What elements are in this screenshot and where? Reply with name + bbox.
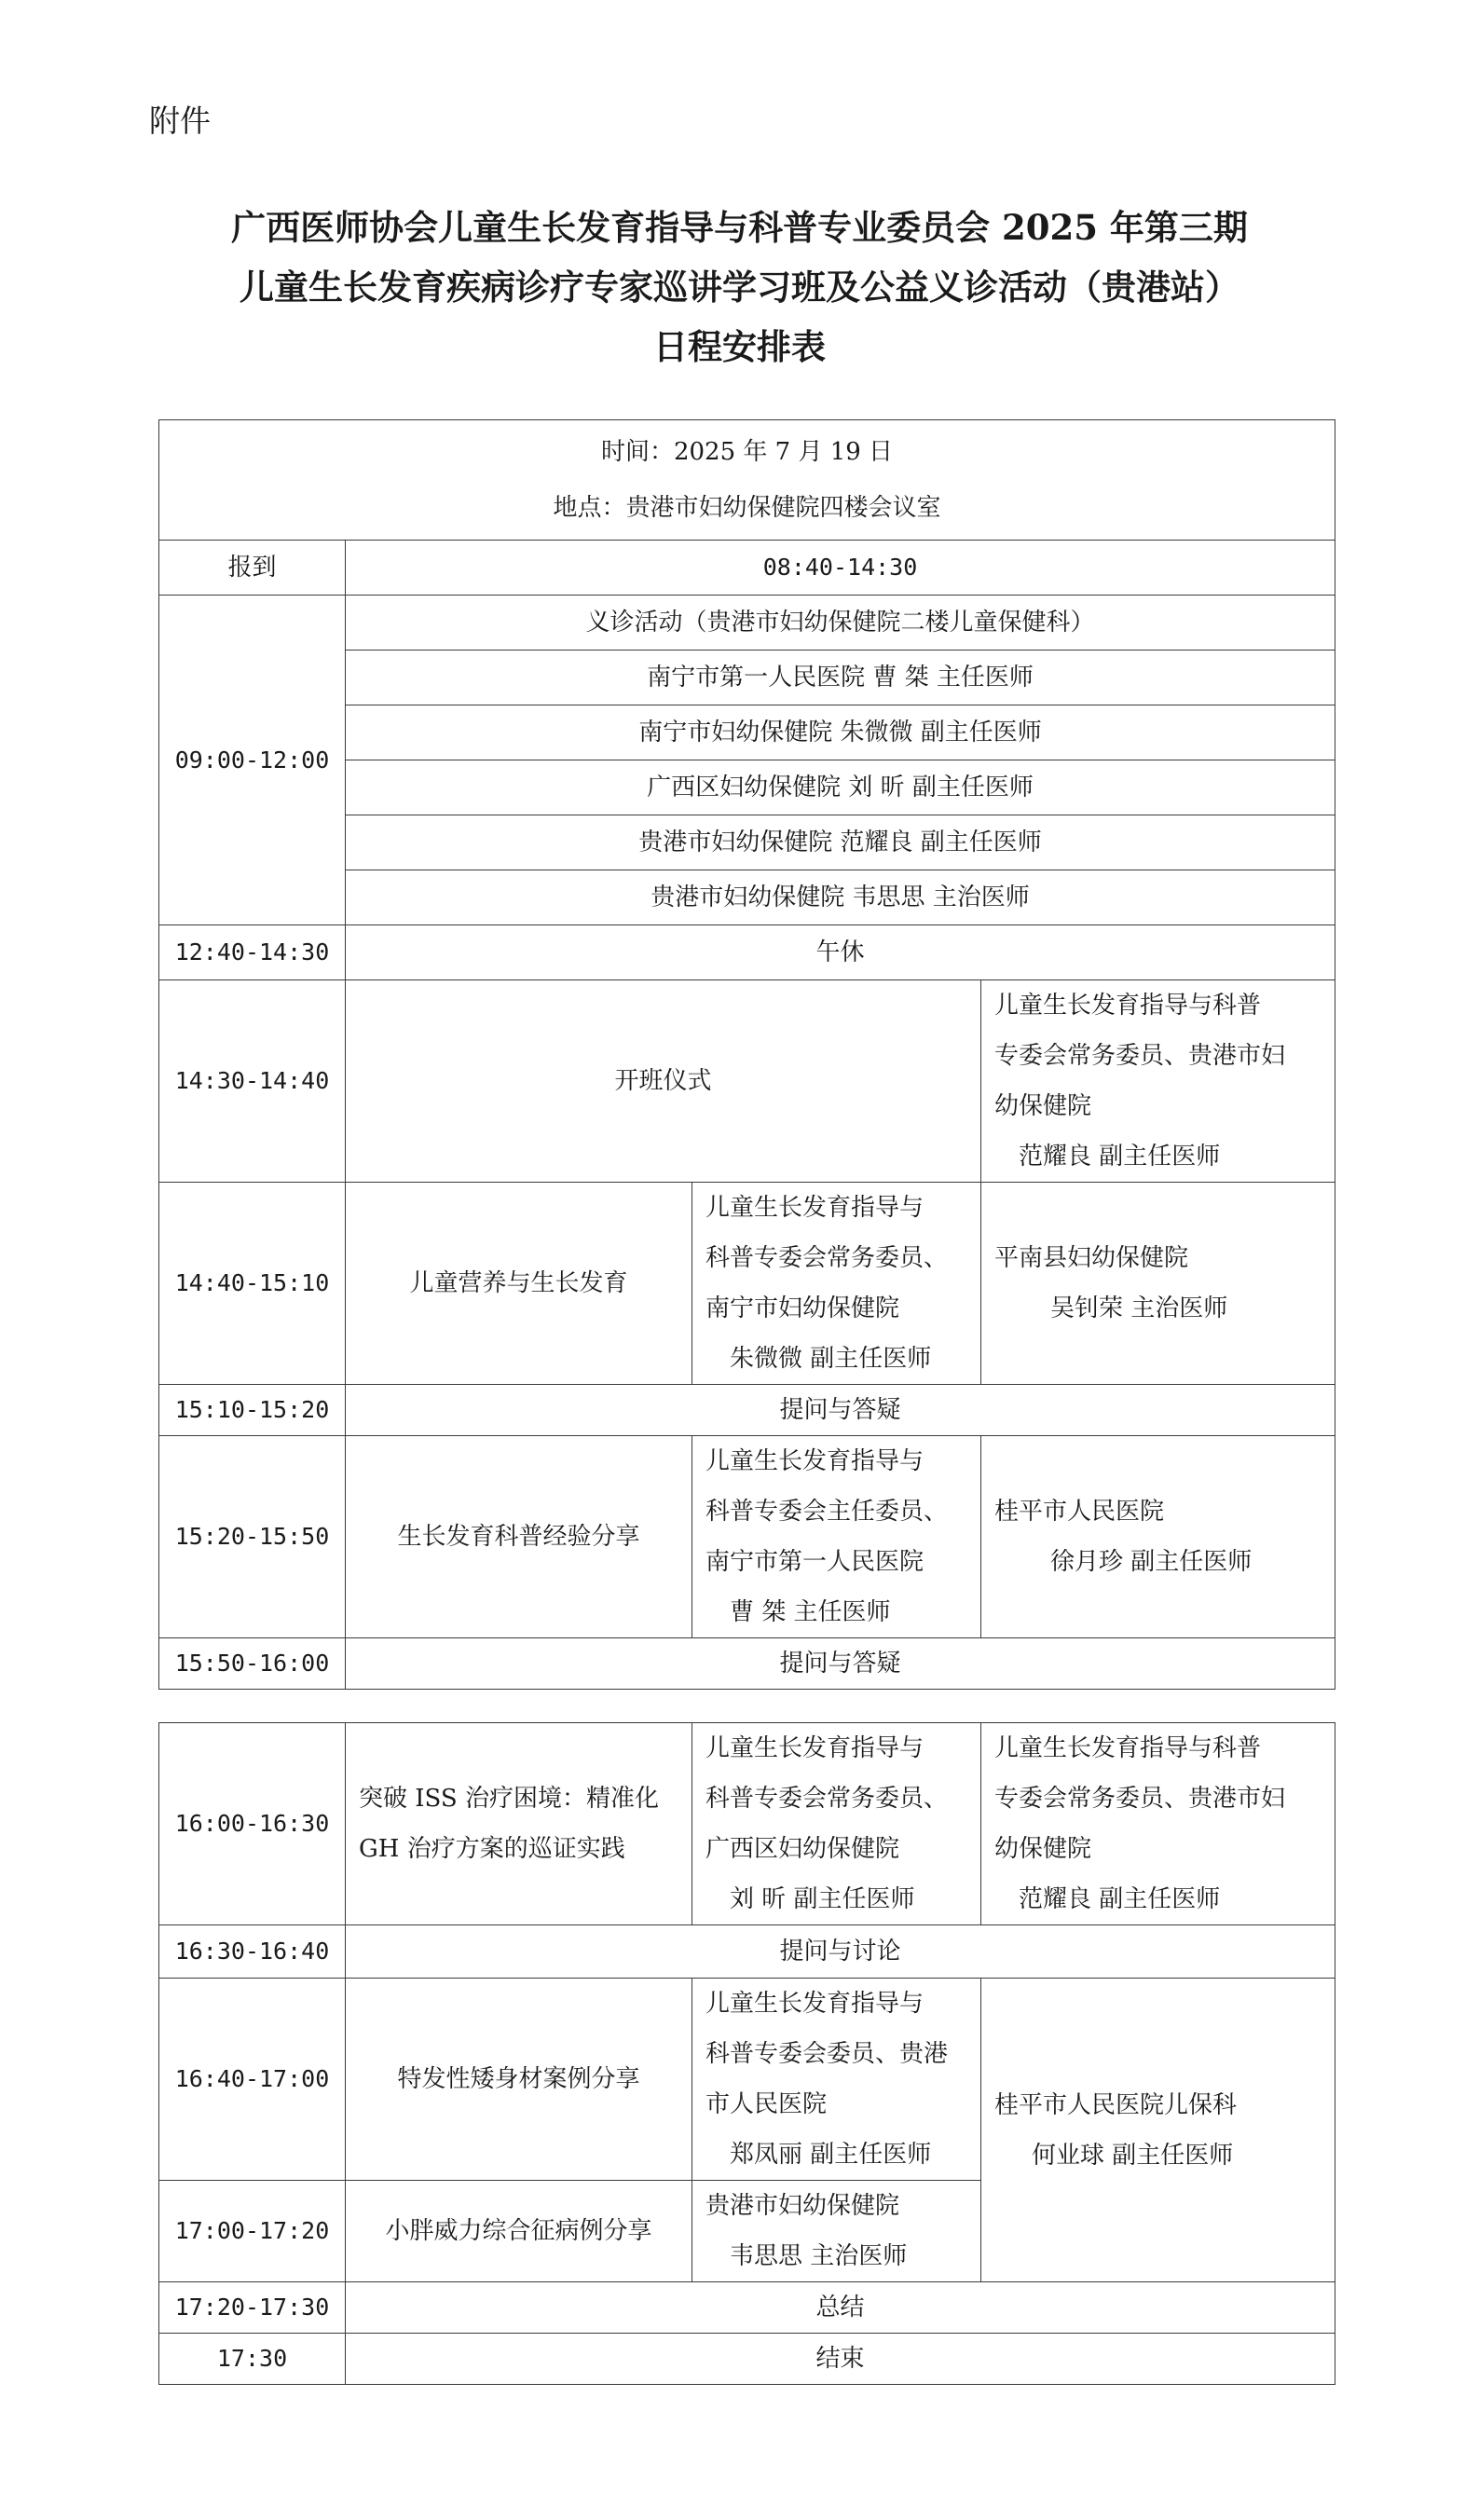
session-row [159, 1436, 1335, 1638]
host-line: 儿童生长发育指导与科普 [994, 1734, 1262, 1762]
host-line: 何业球 副主任医师 [1032, 2141, 1234, 2170]
session-row [159, 1723, 1335, 1925]
opening-host [981, 980, 1335, 1183]
title-line-2: 儿童生长发育疾病诊疗专家巡讲学习班及公益义诊活动（贵港站） [240, 267, 1239, 308]
session-speaker [692, 1436, 981, 1638]
host-line: 儿童生长发育指导与科普 [994, 992, 1262, 1020]
lunch-row [159, 925, 1335, 980]
speaker-line: 儿童生长发育指导与 [705, 1990, 924, 2018]
registration-label: 报到 [159, 541, 346, 596]
session-topic: 生长发育科普经验分享 [346, 1436, 692, 1638]
opening-row [159, 980, 1335, 1183]
clinic-doctor: 贵港市妇幼保健院 韦思思 主治医师 [346, 870, 1335, 925]
title-line-1: 广西医师协会儿童生长发育指导与科普专业委员会 2025 年第三期 [231, 207, 1248, 248]
speaker-line: 南宁市第一人民医院 [705, 1548, 924, 1576]
speaker-line: 南宁市妇幼保健院 [705, 1294, 900, 1322]
attachment-label: 附件 [149, 103, 211, 139]
registration-time: 08:40-14:30 [346, 541, 1335, 596]
session-host [981, 1183, 1335, 1385]
speaker-line: 儿童生长发育指导与 [705, 1734, 924, 1762]
end-time: 17:30 [159, 2334, 346, 2385]
session-speaker [692, 1979, 981, 2181]
clinic-row [159, 596, 1335, 651]
header-cell [159, 420, 1335, 541]
qa-label: 提问与答疑 [346, 1638, 1335, 1690]
session-time: 17:00-17:20 [159, 2181, 346, 2282]
speaker-line: 朱微微 副主任医师 [730, 1345, 932, 1373]
session-host [981, 1436, 1335, 1638]
summary-row [159, 2282, 1335, 2334]
topic-line: 突破 ISS 治疗困境：精准化 [359, 1785, 659, 1813]
schedule-table-part-2 [158, 1722, 1335, 2385]
session-speaker [692, 2181, 981, 2282]
host-line: 徐月珍 副主任医师 [1050, 1548, 1253, 1576]
session-time: 14:40-15:10 [159, 1183, 346, 1385]
host-line: 桂平市人民医院儿保科 [994, 2090, 1238, 2119]
speaker-line: 科普专委会主任委员、 [705, 1498, 949, 1526]
host-line: 吴钊荣 主治医师 [1050, 1294, 1228, 1322]
end-row [159, 2334, 1335, 2385]
session-topic: 特发性矮身材案例分享 [346, 1979, 692, 2181]
speaker-line: 科普专委会委员、贵港 [705, 2040, 949, 2068]
speaker-line: 科普专委会常务委员、 [705, 1244, 949, 1272]
session-topic: 儿童营养与生长发育 [346, 1183, 692, 1385]
session-host [981, 1723, 1335, 1925]
lunch-time: 12:40-14:30 [159, 925, 346, 980]
session-topic: 小胖威力综合征病例分享 [346, 2181, 692, 2282]
session-time: 15:20-15:50 [159, 1436, 346, 1638]
schedule-date: 时间：2025 年 7 月 19 日 [600, 438, 894, 466]
shared-host [981, 1979, 1335, 2282]
session-speaker [692, 1723, 981, 1925]
speaker-line: 刘 昕 副主任医师 [730, 1885, 915, 1913]
schedule-location: 地点：贵港市妇幼保健院四楼会议室 [553, 494, 941, 522]
session-time: 16:40-17:00 [159, 1979, 346, 2181]
host-line: 范耀良 副主任医师 [1019, 1885, 1221, 1913]
qa-label: 提问与答疑 [346, 1385, 1335, 1436]
session-row [159, 1183, 1335, 1385]
summary-label: 总结 [346, 2282, 1335, 2334]
host-line: 桂平市人民医院 [994, 1498, 1165, 1526]
clinic-doctor: 南宁市第一人民医院 曹 桀 主任医师 [346, 651, 1335, 705]
speaker-line: 儿童生长发育指导与 [705, 1447, 924, 1475]
clinic-doctor: 南宁市妇幼保健院 朱微微 副主任医师 [346, 705, 1335, 760]
speaker-line: 市人民医院 [705, 2090, 828, 2118]
speaker-line: 儿童生长发育指导与 [705, 1194, 924, 1222]
summary-time: 17:20-17:30 [159, 2282, 346, 2334]
host-line: 幼保健院 [994, 1092, 1092, 1120]
discussion-row [159, 1925, 1335, 1979]
speaker-line: 曹 桀 主任医师 [730, 1598, 891, 1626]
host-line: 平南县妇幼保健院 [994, 1244, 1189, 1272]
qa-row [159, 1638, 1335, 1690]
header-row [159, 420, 1335, 541]
document-title [0, 198, 1479, 377]
speaker-line: 广西区妇幼保健院 [705, 1835, 900, 1863]
qa-row [159, 1385, 1335, 1436]
clinic-title: 义诊活动（贵港市妇幼保健院二楼儿童保健科） [346, 596, 1335, 651]
discussion-time: 16:30-16:40 [159, 1925, 346, 1979]
clinic-doctor: 广西区妇幼保健院 刘 昕 副主任医师 [346, 760, 1335, 815]
end-label: 结束 [346, 2334, 1335, 2385]
session-row [159, 1979, 1335, 2181]
session-topic [346, 1723, 692, 1925]
clinic-time: 09:00-12:00 [159, 596, 346, 925]
speaker-line: 贵港市妇幼保健院 [705, 2192, 900, 2220]
lunch-label: 午休 [346, 925, 1335, 980]
session-speaker [692, 1183, 981, 1385]
session-time: 16:00-16:30 [159, 1723, 346, 1925]
opening-topic: 开班仪式 [346, 980, 981, 1183]
speaker-line: 郑凤丽 副主任医师 [730, 2141, 932, 2169]
schedule-table-part-1 [158, 419, 1335, 1690]
host-line: 专委会常务委员、贵港市妇 [994, 1785, 1286, 1813]
discussion-label: 提问与讨论 [346, 1925, 1335, 1979]
host-line: 专委会常务委员、贵港市妇 [994, 1042, 1286, 1070]
topic-line: GH 治疗方案的巡证实践 [359, 1835, 625, 1863]
registration-row [159, 541, 1335, 596]
qa-time: 15:10-15:20 [159, 1385, 346, 1436]
speaker-line: 韦思思 主治医师 [730, 2242, 908, 2270]
title-line-3: 日程安排表 [653, 326, 826, 367]
host-line: 幼保健院 [994, 1835, 1092, 1863]
opening-time: 14:30-14:40 [159, 980, 346, 1183]
clinic-doctor: 贵港市妇幼保健院 范耀良 副主任医师 [346, 815, 1335, 870]
speaker-line: 科普专委会常务委员、 [705, 1785, 949, 1813]
host-line: 范耀良 副主任医师 [1019, 1143, 1221, 1171]
qa-time: 15:50-16:00 [159, 1638, 346, 1690]
